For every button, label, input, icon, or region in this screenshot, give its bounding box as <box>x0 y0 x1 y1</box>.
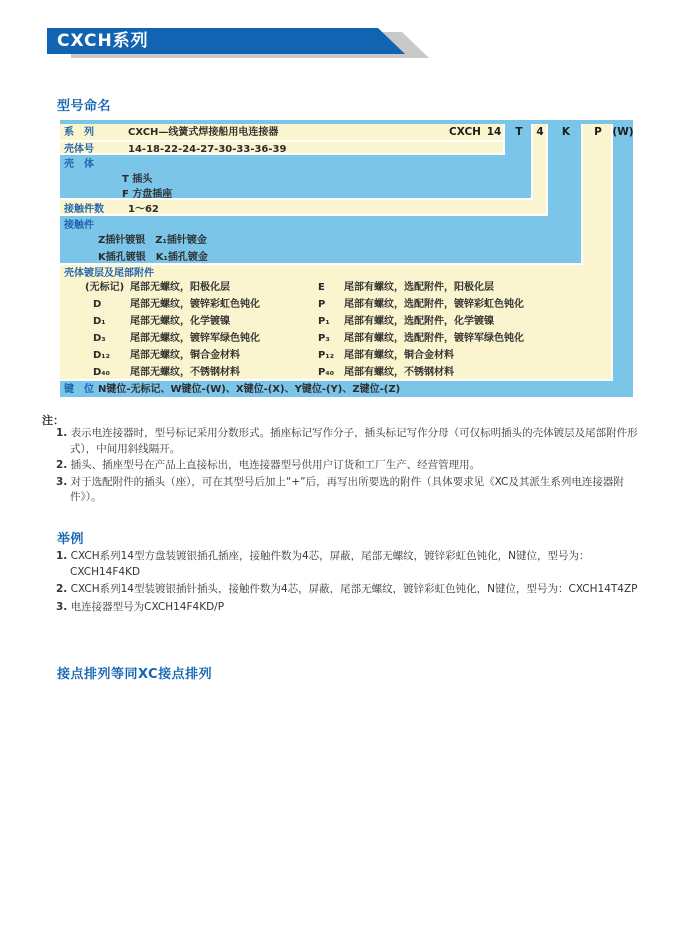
plating-option <box>85 332 260 345</box>
plating-option <box>318 281 494 294</box>
section-title-model-naming: 型号命名 <box>57 99 112 114</box>
row-label-keyway: 键 位 <box>64 384 94 395</box>
plating-code: D₄₀ <box>93 367 111 378</box>
shell-option: T 插头 <box>122 174 153 185</box>
plating-option <box>85 315 230 328</box>
plating-desc: 尾部有螺纹，选配附件，阳极化层 <box>344 282 494 293</box>
notes-list <box>56 426 644 507</box>
row-label-contact-count: 接触件数 <box>64 204 104 215</box>
code-segment-contact-count: 4 <box>536 126 544 138</box>
example-number: 1. <box>56 550 68 562</box>
row-label-contact: 接触件 <box>64 220 94 231</box>
example-text: CXCH系列14型方盘装镀银插孔插座，接触件数为4芯，屏蔽，尾部无螺纹，镀锌彩虹色钝化，N键位，型号为：CXCH14F4KD <box>70 550 590 578</box>
note-number: 3. <box>56 475 68 488</box>
plating-desc: 尾部无螺纹，镀锌彩虹色钝化 <box>130 299 260 310</box>
row-label-shell-no: 壳体号 <box>64 144 94 155</box>
note-text: 插头、插座型号在产品上直接标出，电连接器型号供用户订货和工厂生产、经营管理用。 <box>70 459 481 471</box>
plating-desc: 尾部有螺纹，选配附件，化学镀镍 <box>344 316 494 327</box>
row-separator <box>60 140 503 142</box>
row-label-shell: 壳 体 <box>64 159 94 170</box>
section-title-contact-arrangement: 接点排列等同XC接点排列 <box>57 667 213 682</box>
example-number: 2. <box>56 583 68 595</box>
row-desc-contact-count: 1～62 <box>128 204 159 215</box>
contact-option: K插孔镀银 K₁插孔镀金 <box>98 252 208 263</box>
note-item <box>56 475 644 506</box>
contact-option: Z插针镀银 Z₁插针镀金 <box>98 235 207 246</box>
row-label-plating: 壳体镀层及尾部附件 <box>64 268 154 279</box>
example-number: 3. <box>56 600 68 613</box>
example-text: 电连接器型号为CXCH14F4KD/P <box>70 600 225 613</box>
code-segment-shell: T <box>515 126 523 138</box>
examples-list <box>56 549 648 617</box>
plating-desc: 尾部无螺纹，阳极化层 <box>130 282 230 293</box>
plating-code: D <box>93 299 102 310</box>
note-number: 1. <box>56 427 68 439</box>
note-item <box>56 458 644 474</box>
plating-option <box>318 349 454 362</box>
plating-desc: 尾部有螺纹，选配附件，镀锌彩虹色钝化 <box>344 299 524 310</box>
example-item <box>56 549 648 580</box>
plating-code: E <box>318 282 325 293</box>
plating-option <box>85 298 260 311</box>
plating-code: P₁₂ <box>318 350 335 361</box>
code-segment-keyway: (W) <box>612 126 634 138</box>
note-item <box>56 426 644 457</box>
code-segment-contact: K <box>561 126 571 138</box>
plating-code: P₁ <box>318 316 330 327</box>
shell-option: F 方盘插座 <box>122 189 173 200</box>
plating-desc: 尾部有螺纹，选配附件，镀锌军绿色钝化 <box>344 333 524 344</box>
plating-desc: 尾部无螺纹，镀锌军绿色钝化 <box>130 333 260 344</box>
row-desc-keyway: N键位-无标记、W键位-(W)、X键位-(X)、Y键位-(Y)、Z键位-(Z) <box>98 384 401 395</box>
row-desc-shell-no: 14-18-22-24-27-30-33-36-39 <box>128 144 287 155</box>
example-item <box>56 600 648 616</box>
notes-label: 注： <box>42 414 64 427</box>
note-number: 2. <box>56 459 68 471</box>
note-text: 对于选配附件的插头（座），可在其型号后加上“+”后，再写出所要选的附件（具体要求见《XC及其派生系列电连接器附件》）。 <box>70 475 624 503</box>
plating-code: D₁ <box>93 316 106 327</box>
plating-option <box>85 349 240 362</box>
plating-code: (无标记) <box>85 282 125 293</box>
plating-option <box>318 332 524 345</box>
note-text: 表示电连接器时，型号标记采用分数形式。插座标记写作分子，插头标记写作分母（可仅标明插头的壳体镀层及尾部附件形式），中间用斜线隔开。 <box>70 427 638 455</box>
plating-code: P₄₀ <box>318 367 335 378</box>
plating-desc: 尾部无螺纹，化学镀镍 <box>130 316 230 327</box>
example-item <box>56 582 648 598</box>
plating-desc: 尾部有螺纹，不锈钢材料 <box>344 367 454 378</box>
series-banner-title: CXCH系列 <box>57 31 149 51</box>
code-segment-shell-no: 14 <box>486 126 502 138</box>
plating-code: D₃ <box>93 333 106 344</box>
plating-desc: 尾部无螺纹，铜合金材料 <box>130 350 240 361</box>
plating-option <box>85 366 240 379</box>
series-banner <box>47 28 447 62</box>
plating-option <box>85 281 230 294</box>
plating-option <box>318 315 494 328</box>
plating-desc: 尾部无螺纹，不锈钢材料 <box>130 367 240 378</box>
plating-code: D₁₂ <box>93 350 111 361</box>
row-label-series: 系 列 <box>64 127 94 138</box>
model-naming-diagram <box>60 120 633 397</box>
plating-option <box>318 366 454 379</box>
section-title-examples: 举例 <box>57 532 85 547</box>
row-desc-series: CXCH—线簧式焊接船用电连接器 <box>128 127 279 138</box>
plating-code: P <box>318 299 326 310</box>
code-segment-series: CXCH <box>449 126 481 138</box>
code-segment-plating: P <box>594 126 602 138</box>
plating-option <box>318 298 524 311</box>
plating-desc: 尾部有螺纹，铜合金材料 <box>344 350 454 361</box>
plating-code: P₃ <box>318 333 330 344</box>
example-text: CXCH系列14型装镀银插针插头，接触件数为4芯，屏蔽，尾部无螺纹，镀锌彩虹色钝化，N键位，型号为：CXCH14T4ZP <box>70 583 638 595</box>
